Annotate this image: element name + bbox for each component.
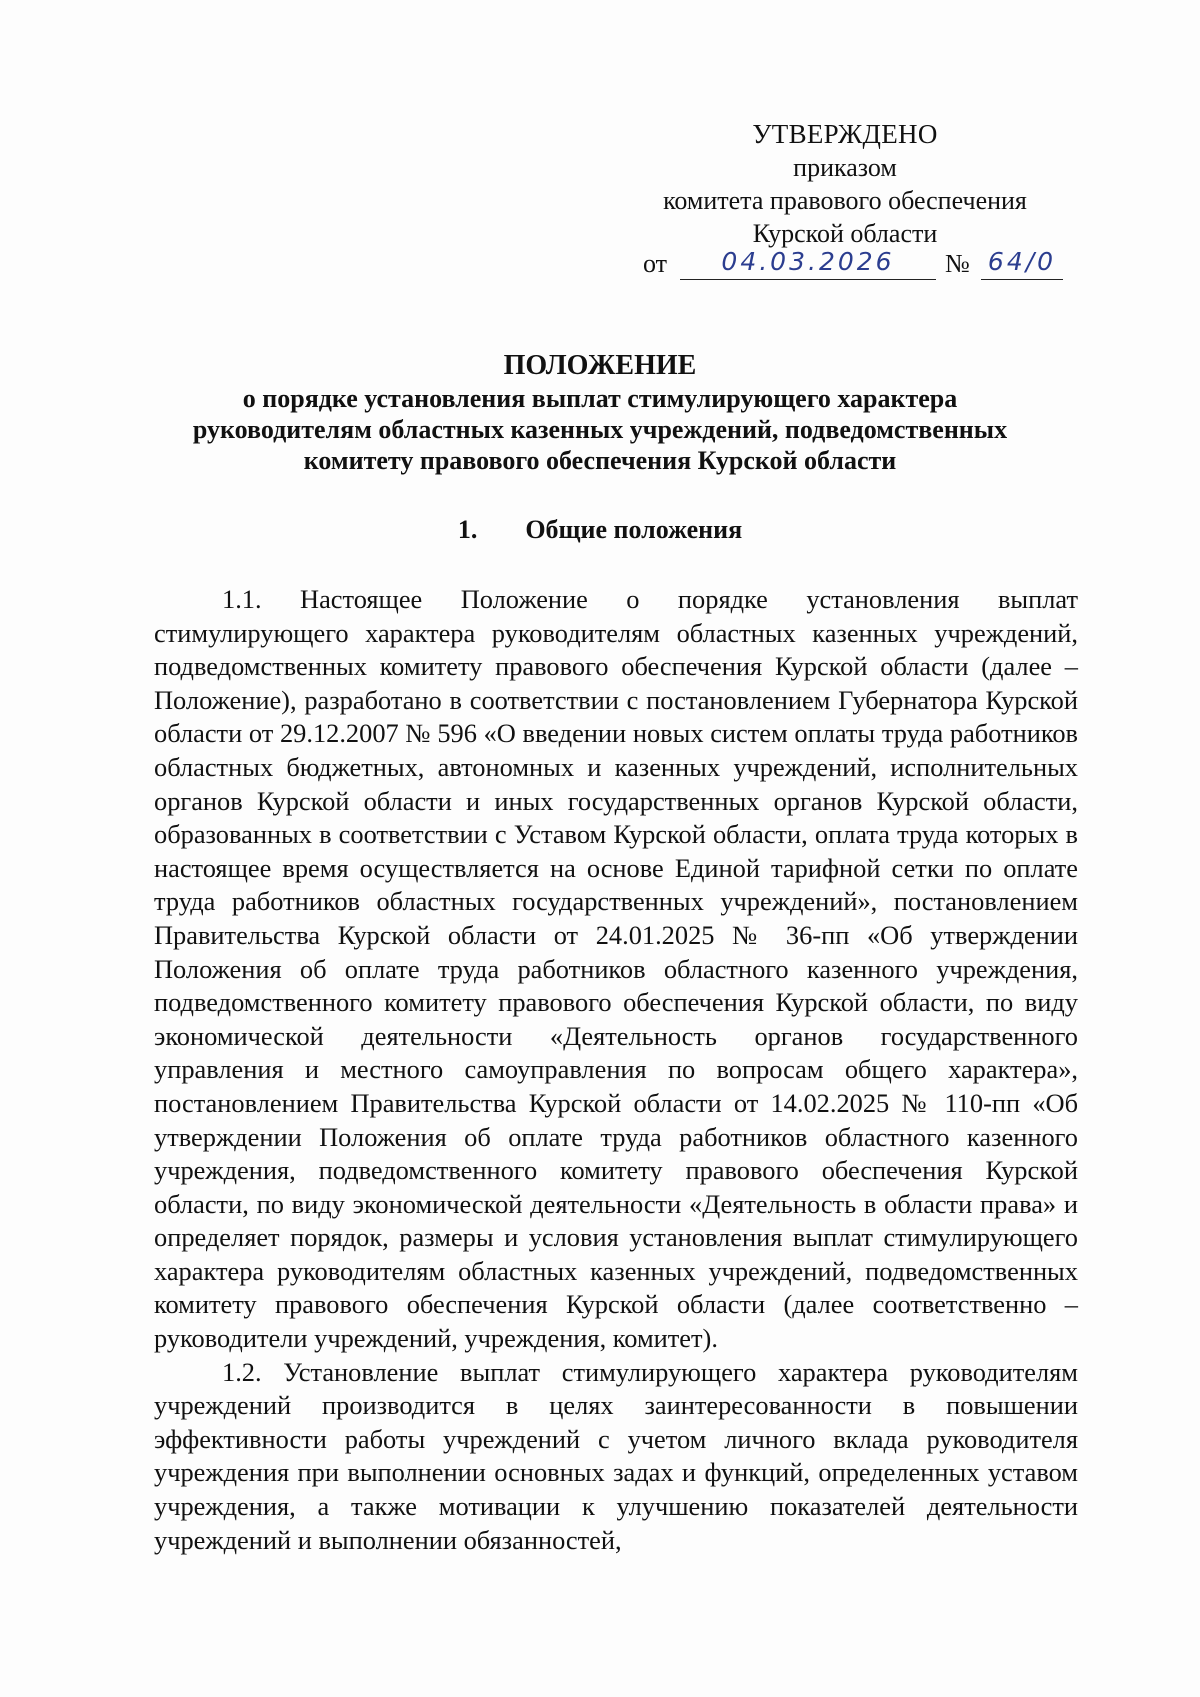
document-subtitle-line-2: руководителям областных казенных учреждений, подведомственных [192,415,1008,444]
document-title: ПОЛОЖЕНИЕ [503,350,697,381]
approval-line-order: приказом [793,153,897,182]
document-subtitle-line-1: о порядке установления выплат стимулирующего характера [242,384,958,413]
number-prefix: № [945,249,970,278]
approval-date-line [643,247,1063,283]
document-subtitle-line-3: комитету правового обеспечения Курской области [303,446,897,475]
document-title-block [140,350,1060,476]
section-title: Общие положения [525,515,743,544]
date-prefix: от [643,249,668,278]
section-number: 1. [457,515,478,544]
approval-line-committee: комитета правового обеспечения [663,186,1027,215]
approval-stamp-block [630,118,1060,250]
document-body [154,583,1078,1557]
number-field [981,247,1063,280]
handwritten-number: 64/0 [987,247,1057,276]
handwritten-date: 04.03.2026 [721,247,895,276]
approval-heading: УТВЕРЖДЕНО [752,119,938,149]
date-field [680,247,936,280]
section-heading [140,515,1060,545]
approval-line-region: Курской области [752,219,938,248]
paragraph-1-1: 1.1. Настоящее Положение о порядке установления выплат стимулирующего характера руководителям областных казенных учреждений, подведомственных комитету правового обеспечения Курской области (далее – Положение), разработано в соответствии с постановлением Губернатора Курской области от 29.12.2007 № 596 «О введении новых систем оплаты труда работников областных бюджетных, автономных и казенных учреждений, исполнительных органов Курской области и иных государственных органов Курской области, образованных в соответствии с Уставом Курской области, оплата труда которых в настоящее время осуществляется на основе Единой тарифной сетки по оплате труда работников областных государственных учреждений», постановлением Правительства Курской области от 24.01.2025 № 36-пп «Об утверждении Положения об оплате труда работников областного казенного учреждения, подведомственного комитету правового обеспечения Курской области, по виду экономической деятельности «Деятельность органов государственного управления и местного самоуправления по вопросам общего характера», постановлением Правительства Курской области от 14.02.2025 № 110-пп «Об утверждении Положения об оплате труда работников областного казенного учреждения, подведомственного комитету правового обеспечения Курской области, по виду экономической деятельности «Деятельность в области права» и определяет порядок, размеры и условия установления выплат стимулирующего характера руководителям областных казенных учреждений, подведомственных комитету правового обеспечения Курской области (далее соответственно – руководители учреждений, учреждения, комитет). [154,584,1078,1354]
paragraph-1-2: 1.2. Установление выплат стимулирующего характера руководителям учреждений производится в целях заинтересованности в повышении эффективности работы учреждений с учетом личного вклада руководителя учреждения при выполнении основных задах и функций, определенных уставом учреждения, а также мотивации к улучшению показателей деятельности учреждений и выполнении обязанностей, [154,1356,1078,1555]
